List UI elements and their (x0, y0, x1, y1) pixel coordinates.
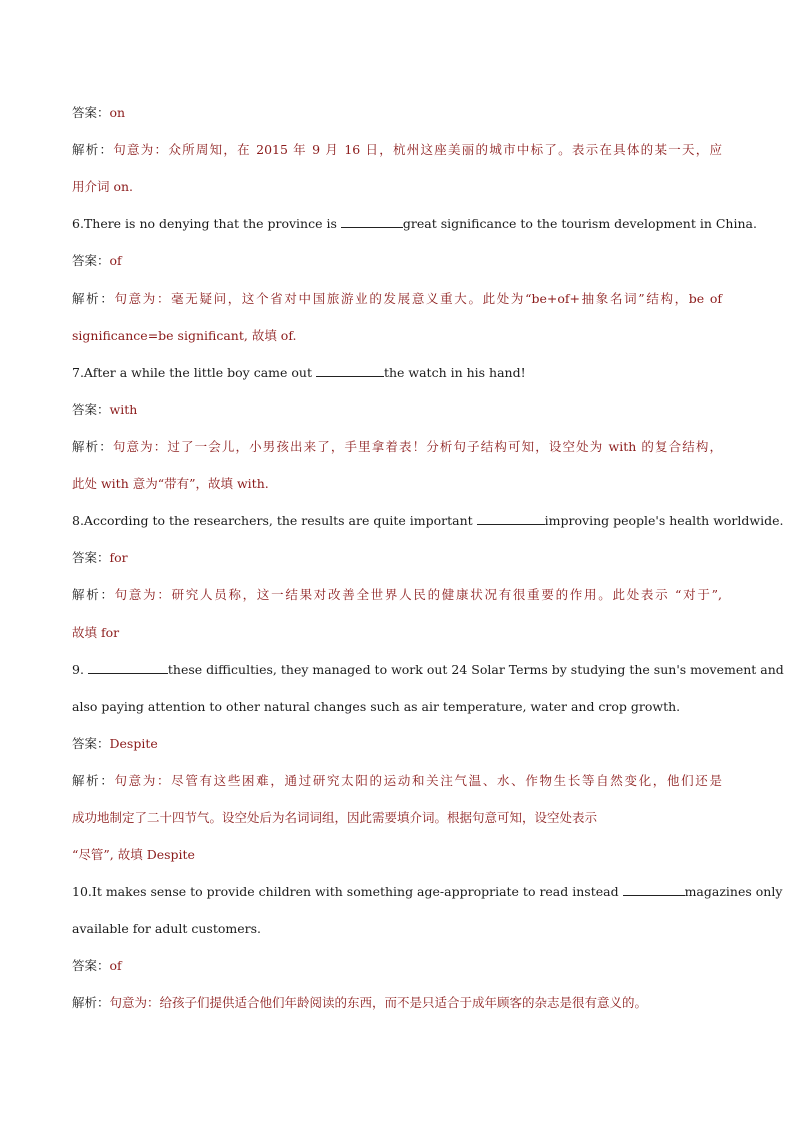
answer-value: on (109, 105, 126, 120)
answer-value: of (109, 253, 122, 268)
question-text-after: magazines only (684, 884, 783, 899)
answer-blank[interactable] (316, 364, 384, 377)
question-text-after: improving people's health worldwide. (544, 513, 784, 528)
question-text-after: the watch in his hand! (383, 365, 526, 380)
question-text-before: 9. (72, 662, 88, 677)
analysis-line-5a (72, 141, 722, 159)
answer-value: with (109, 402, 138, 417)
analysis-text: 句意为：过了一会儿，小男孩出来了，手里拿着表！分析句子结构可知，设空处为 with 的复合结构， (112, 439, 722, 454)
analysis-line-9a (72, 772, 722, 790)
question-10 (72, 883, 783, 901)
answer-line-6 (72, 252, 722, 270)
question-text-before: 8.According to the researchers, the results are quite important (72, 513, 477, 528)
analysis-line-5b: 用介词 on. (72, 179, 134, 194)
analysis-text: 句意为：尽管有这些困难，通过研究太阳的运动和关注气温、水、作物生长等自然变化，他们还是 (114, 773, 722, 788)
analysis-line-8a (72, 586, 722, 604)
analysis-text: 句意为：毫无疑问，这个省对中国旅游业的发展意义重大。此处为“be+of+抽象名词”结构，be of (114, 291, 722, 306)
analysis-label: 解析： (72, 142, 114, 157)
answer-label: 答案： (72, 253, 110, 268)
answer-line-10 (72, 957, 722, 975)
analysis-line-6b: significance=be significant, 故填 of. (72, 328, 297, 343)
analysis-line-8b: 故填 for (72, 625, 120, 640)
answer-line-5 (72, 104, 722, 122)
analysis-text: 句意为：研究人员称，这一结果对改善全世界人民的健康状况有很重要的作用。此处表示 “对于”, (114, 587, 722, 602)
answer-value: of (109, 958, 122, 973)
answer-value: for (109, 550, 128, 565)
answer-blank[interactable] (341, 215, 403, 228)
analysis-line-6a (72, 290, 722, 308)
analysis-line-7a (72, 438, 722, 456)
analysis-label: 解析： (72, 995, 110, 1010)
question-9 (72, 661, 784, 679)
analysis-label: 解析： (72, 439, 113, 454)
question-text-before: 7.After a while the little boy came out (72, 365, 316, 380)
question-9-line2: also paying attention to other natural changes such as air temperature, water and crop growth. (72, 699, 681, 714)
answer-label: 答案： (72, 736, 110, 751)
answer-label: 答案： (72, 958, 110, 973)
analysis-label: 解析： (72, 291, 115, 306)
question-10-line2: available for adult customers. (72, 921, 262, 936)
analysis-line-9b: 成功地制定了二十四节气。设空处后为名词词组，因此需要填介词。根据句意可知，设空处表示 (72, 810, 598, 825)
answer-value: Despite (109, 736, 158, 751)
answer-blank[interactable] (477, 512, 545, 525)
answer-blank[interactable] (88, 661, 168, 674)
question-6 (72, 215, 757, 233)
answer-line-8 (72, 549, 722, 567)
answer-line-7 (72, 401, 722, 419)
analysis-line-10a (72, 994, 722, 1012)
question-text-before: 10.It makes sense to provide children with something age-appropriate to read instead (72, 884, 623, 899)
question-text-before: 6.There is no denying that the province is (72, 216, 341, 231)
analysis-text: 句意为：给孩子们提供适合他们年龄阅读的东西，而不是只适合于成年顾客的杂志是很有意义的。 (109, 995, 648, 1010)
answer-label: 答案： (72, 105, 110, 120)
question-text-after: these difficulties, they managed to work out 24 Solar Terms by studying the sun's movement and (167, 662, 784, 677)
answer-blank[interactable] (623, 883, 685, 896)
analysis-line-9c: “尽管”, 故填 Despite (72, 847, 195, 862)
answer-line-9 (72, 735, 722, 753)
answer-label: 答案： (72, 402, 110, 417)
question-8 (72, 512, 784, 530)
analysis-label: 解析： (72, 773, 115, 788)
question-7 (72, 364, 722, 382)
analysis-text: 句意为：众所周知，在 2015 年 9 月 16 日，杭州这座美丽的城市中标了。表示在具体的某一天，应 (113, 142, 722, 157)
analysis-line-7b: 此处 with 意为“带有”，故填 with. (72, 476, 269, 491)
question-text-after: great significance to the tourism development in China. (402, 216, 757, 231)
answer-label: 答案： (72, 550, 110, 565)
analysis-label: 解析： (72, 587, 115, 602)
